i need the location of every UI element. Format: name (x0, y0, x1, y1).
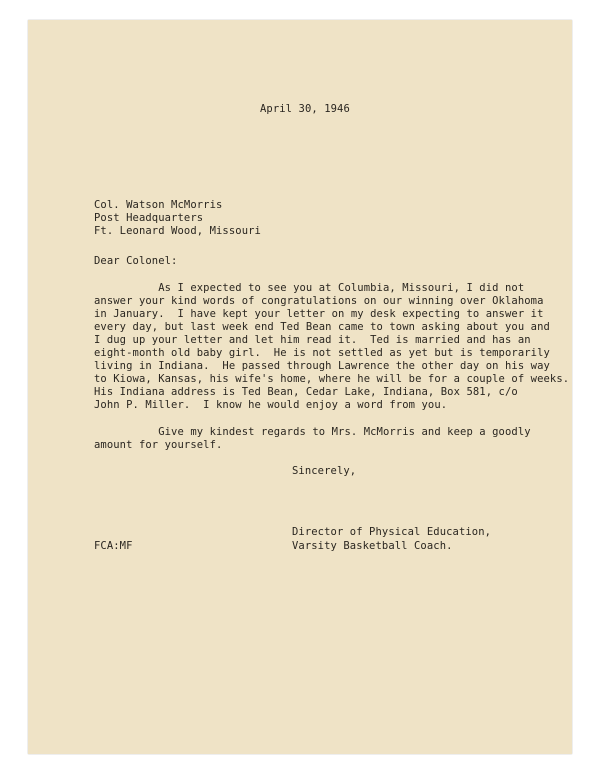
paragraph-line: Give my kindest regards to Mrs. McMorris and keep a goodly (94, 426, 531, 438)
paragraph-line: As I expected to see you at Columbia, Missouri, I did not (94, 282, 525, 294)
closing: Sincerely, (292, 465, 357, 477)
paragraph-line: living in Indiana. He passed through Lawrence the other day on his way (94, 360, 550, 372)
paragraph-line: John P. Miller. I know he would enjoy a word from you. (94, 399, 448, 411)
signature-title-line: Director of Physical Education, (292, 526, 492, 538)
recipient-address-line: Post Headquarters (94, 212, 204, 224)
paragraph-line: His Indiana address is Ted Bean, Cedar Lake, Indiana, Box 581, c/o (94, 386, 518, 398)
paragraph-line: amount for yourself. (94, 439, 223, 451)
signature-title-line: Varsity Basketball Coach. (292, 540, 453, 552)
paragraph-line: I dug up your letter and let him read it. Ted is married and has an (94, 334, 531, 346)
salutation: Dear Colonel: (94, 255, 178, 267)
typist-initials: FCA:MF (94, 540, 133, 552)
paragraph-line: every day, but last week end Ted Bean came to town asking about you and (94, 321, 550, 333)
paragraph-line: in January. I have kept your letter on my desk expecting to answer it (94, 308, 544, 320)
paragraph-line: answer your kind words of congratulations on our winning over Oklahoma (94, 295, 544, 307)
letter-date: April 30, 1946 (260, 103, 350, 115)
recipient-address-line: Ft. Leonard Wood, Missouri (94, 225, 261, 237)
recipient-name: Col. Watson McMorris (94, 199, 223, 211)
paragraph-line: eight-month old baby girl. He is not settled as yet but is temporarily (94, 347, 550, 359)
paragraph-line: to Kiowa, Kansas, his wife's home, where he will be for a couple of weeks. (94, 373, 570, 385)
